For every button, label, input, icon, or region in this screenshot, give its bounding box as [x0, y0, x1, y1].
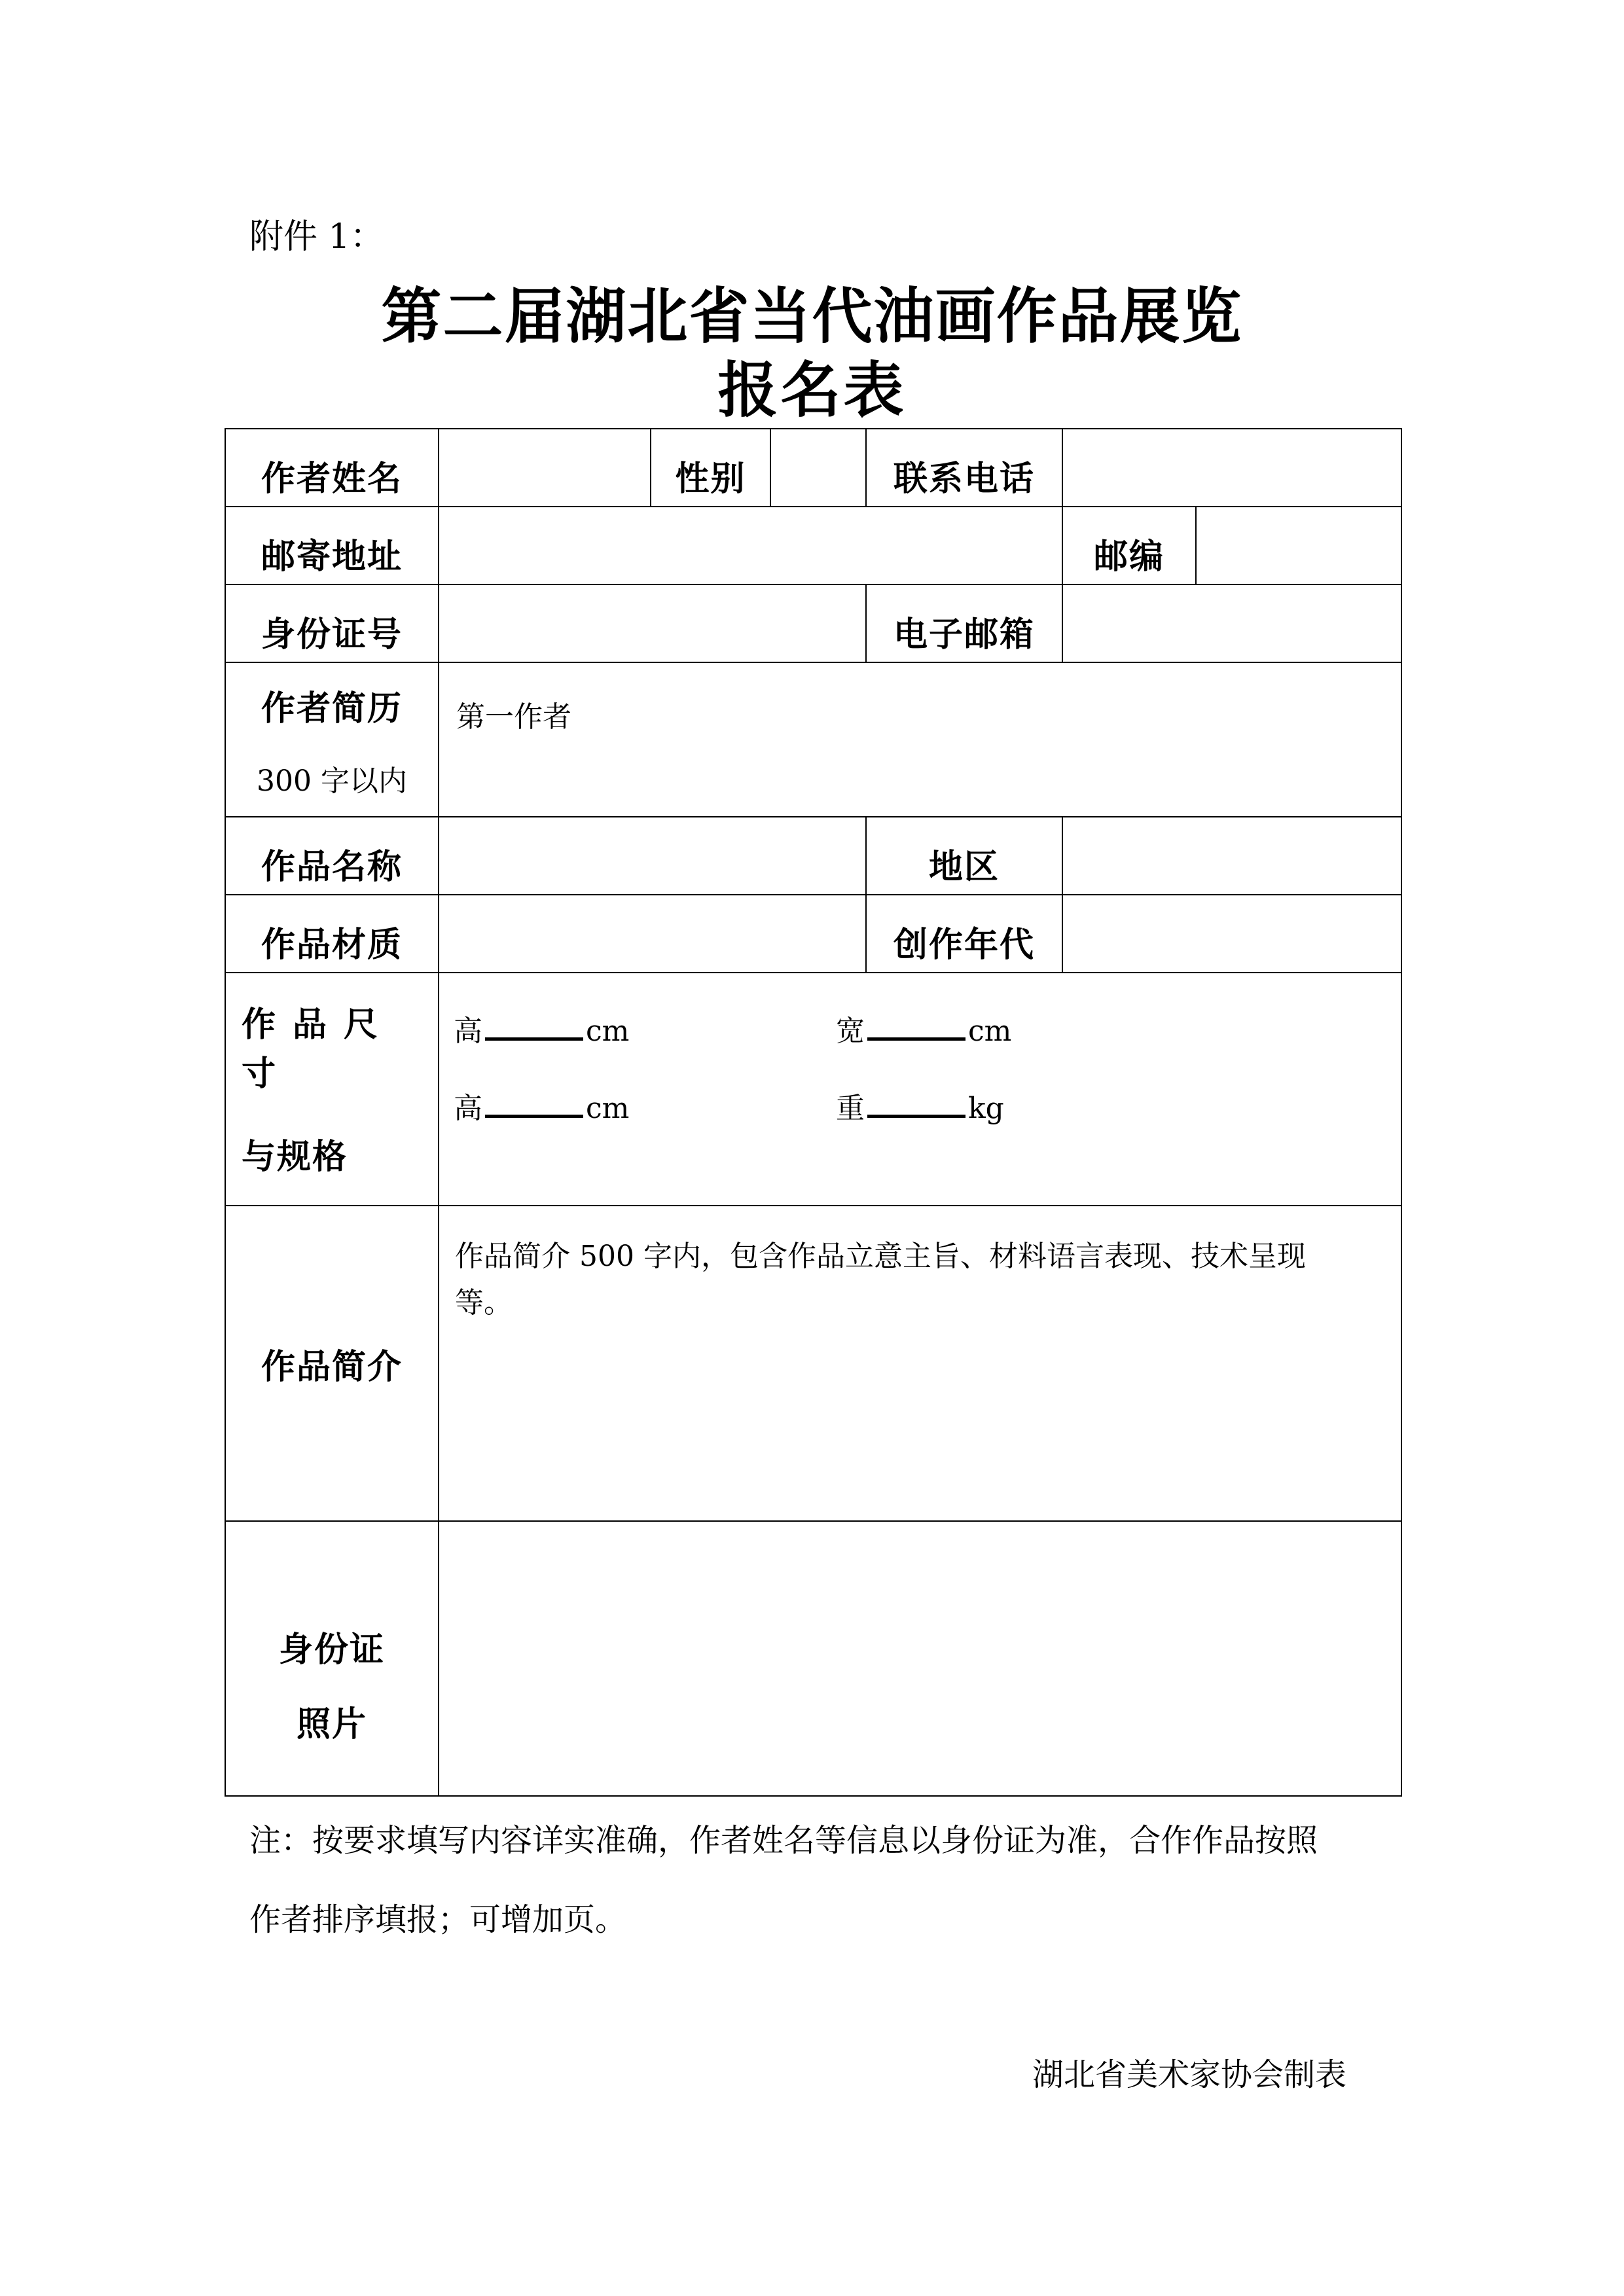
author-name-field[interactable]: [439, 429, 651, 507]
material-field[interactable]: [439, 895, 866, 973]
form-maker: 湖北省美术家协会制表: [1032, 2056, 1347, 2093]
id-number-label: 身份证号: [225, 584, 439, 662]
id-photo-field[interactable]: [439, 1521, 1401, 1796]
postcode-field[interactable]: [1196, 507, 1401, 584]
intro-placeholder-line1: 作品简介 500 字内，包含作品立意主旨、材料语言表现、技术呈现: [455, 1240, 1306, 1273]
gender-field[interactable]: [770, 429, 866, 507]
material-label: 作品材质: [225, 895, 439, 973]
address-field[interactable]: [439, 507, 1062, 584]
resume-placeholder: 第一作者: [456, 700, 571, 734]
phone-field[interactable]: [1062, 429, 1401, 507]
author-name-label: 作者姓名: [225, 429, 439, 507]
size-field[interactable]: [439, 973, 1401, 1206]
id-photo-label-line2: 照片: [296, 1705, 367, 1744]
width-entry[interactable]: 宽 cm: [836, 1014, 1012, 1048]
form-title: 第二届湖北省当代油画作品展览: [381, 281, 1243, 351]
footnote-line1: 注：按要求填写内容详实准确，作者姓名等信息以身份证为准，合作作品按照: [249, 1822, 1318, 1859]
id-photo-label-line1: 身份证: [278, 1630, 385, 1670]
resume-title: 作者简历: [261, 689, 403, 728]
region-label: 地区: [866, 817, 1062, 895]
weight-blank[interactable]: [867, 1095, 965, 1118]
height-entry-1[interactable]: 高 cm: [454, 1014, 630, 1048]
height-blank-1[interactable]: [485, 1018, 583, 1041]
region-field[interactable]: [1062, 817, 1401, 895]
intro-field[interactable]: [439, 1206, 1401, 1521]
size-label-line1: 作品尺寸: [242, 1005, 395, 1094]
email-field[interactable]: [1062, 584, 1401, 662]
id-photo-label: [225, 1521, 439, 1796]
form-subtitle: 报名表: [717, 355, 907, 425]
year-field[interactable]: [1062, 895, 1401, 973]
resume-limit: 300 字以内: [257, 764, 407, 798]
intro-placeholder-line2: 等。: [455, 1286, 513, 1320]
resume-label: [225, 662, 439, 817]
height-entry-2[interactable]: 高 cm: [454, 1092, 630, 1125]
email-label: 电子邮箱: [866, 584, 1062, 662]
width-blank[interactable]: [867, 1018, 965, 1041]
year-label: 创作年代: [866, 895, 1062, 973]
intro-label: 作品简介: [225, 1206, 439, 1521]
id-number-field[interactable]: [439, 584, 866, 662]
weight-entry[interactable]: 重 kg: [836, 1092, 1004, 1125]
height-blank-2[interactable]: [485, 1095, 583, 1118]
size-label: [225, 973, 439, 1206]
registration-form-table: [225, 428, 1402, 1797]
resume-field[interactable]: [439, 662, 1401, 817]
phone-label: 联系电话: [866, 429, 1062, 507]
address-label: 邮寄地址: [225, 507, 439, 584]
gender-label: 性别: [651, 429, 770, 507]
attachment-label: 附件 1：: [249, 217, 384, 257]
size-label-line2: 与规格: [242, 1138, 348, 1177]
footnote-line2: 作者排序填报；可增加页。: [249, 1901, 627, 1938]
postcode-label: 邮编: [1062, 507, 1196, 584]
work-title-label: 作品名称: [225, 817, 439, 895]
work-title-field[interactable]: [439, 817, 866, 895]
